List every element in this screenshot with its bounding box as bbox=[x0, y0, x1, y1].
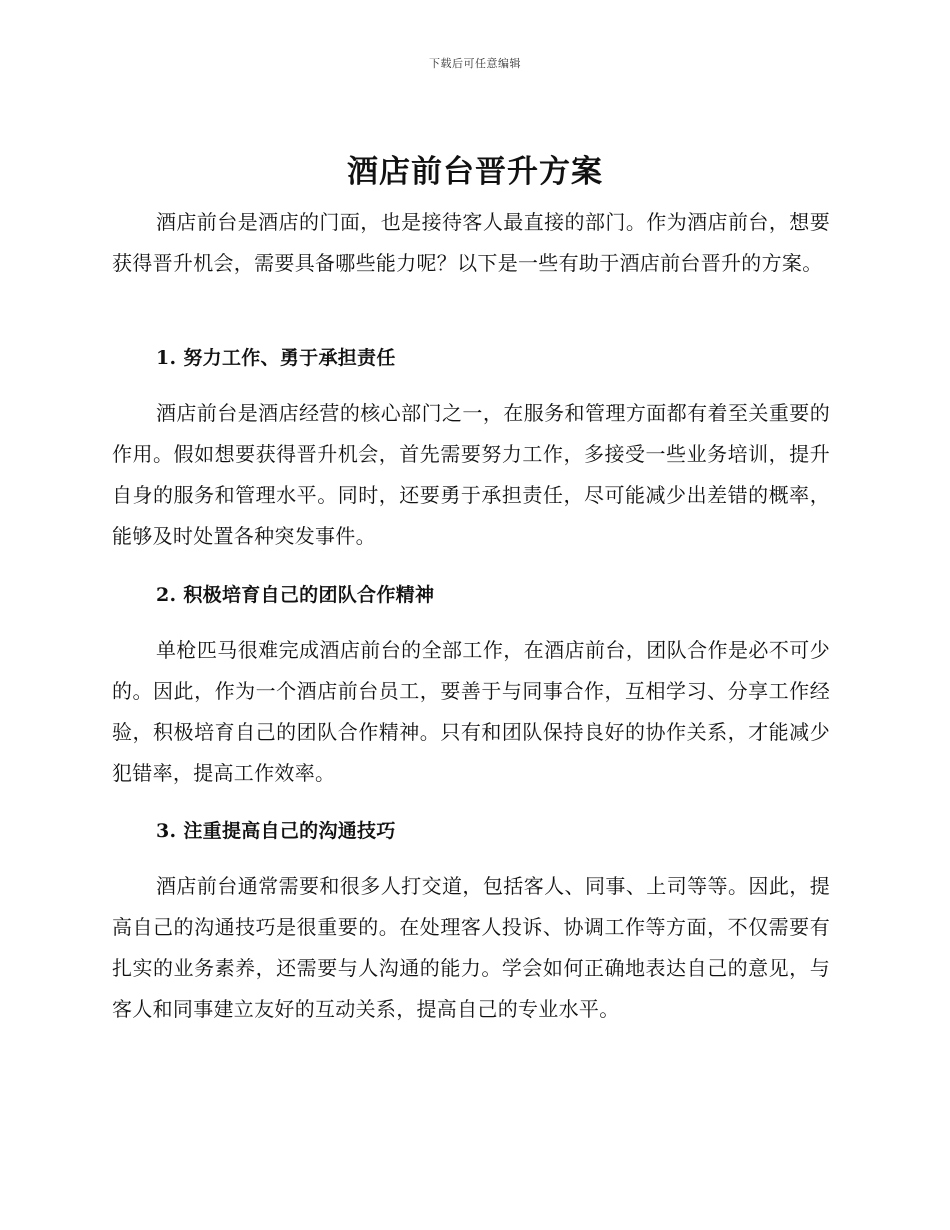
section-2-body bbox=[112, 630, 830, 794]
section-heading: 1. 努力工作、勇于承担责任 bbox=[156, 347, 396, 369]
section-paragraph: 酒店前台通常需要和很多人打交道，包括客人、同事、上司等等。因此，提高自己的沟通技巧是很重要的。在处理客人投诉、协调工作等方面，不仅需要有扎实的业务素养，还需要与人沟通的能力。学会如何正确地表达自己的意见，与客人和同事建立友好的互动关系，提高自己的专业水平。 bbox=[112, 874, 830, 1021]
section-2 bbox=[112, 575, 830, 616]
section-heading: 3. 注重提高自己的沟通技巧 bbox=[156, 820, 396, 842]
section-paragraph: 单枪匹马很难完成酒店前台的全部工作，在酒店前台，团队合作是必不可少的。因此，作为一个酒店前台员工，要善于与同事合作，互相学习、分享工作经验，积极培育自己的团队合作精神。只有和团队保持良好的协作关系，才能减少犯错率，提高工作效率。 bbox=[112, 638, 830, 785]
section-3-body bbox=[112, 866, 830, 1030]
document-title: 酒店前台晋升方案 bbox=[347, 154, 603, 190]
intro-block bbox=[112, 202, 830, 284]
intro-paragraph: 酒店前台是酒店的门面，也是接待客人最直接的部门。作为酒店前台，想要获得晋升机会，需要具备哪些能力呢？以下是一些有助于酒店前台晋升的方案。 bbox=[112, 210, 830, 275]
section-1 bbox=[112, 338, 830, 379]
section-3 bbox=[112, 811, 830, 852]
section-1-body bbox=[112, 393, 830, 557]
header-note: 下载后可任意编辑 bbox=[429, 57, 521, 70]
section-paragraph: 酒店前台是酒店经营的核心部门之一，在服务和管理方面都有着至关重要的作用。假如想要获得晋升机会，首先需要努力工作，多接受一些业务培训，提升自身的服务和管理水平。同时，还要勇于承担责任，尽可能减少出差错的概率，能够及时处置各种突发事件。 bbox=[112, 401, 830, 548]
section-heading: 2. 积极培育自己的团队合作精神 bbox=[156, 584, 435, 606]
